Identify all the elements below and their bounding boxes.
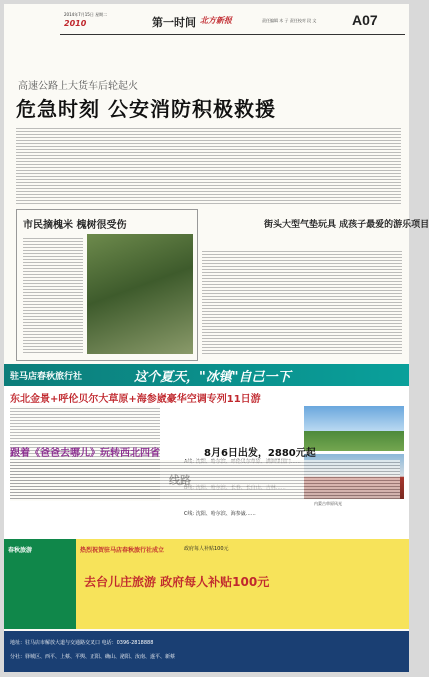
ad-photo-caption: 内蒙古草原风光	[314, 501, 342, 506]
ad-banner	[4, 364, 409, 386]
contact-bar	[4, 631, 409, 672]
promo-green-label: 春秋旅游	[8, 547, 33, 554]
promo-line-2: 政府每人补贴100元	[184, 546, 229, 552]
ad-northwest-text	[10, 460, 400, 500]
promo-line-1: 热烈祝贺驻马店春秋旅行社成立	[80, 547, 165, 554]
promo-green-badge	[4, 539, 76, 629]
ad-hero-slogan: 这个夏天，"冰镇"自己一下	[134, 370, 291, 385]
promo-big-headline: 去台儿庄旅游 政府每人补贴100元	[84, 575, 270, 589]
ad-tour-title: 东北金景+呼伦贝尔大草原+海参崴豪华空调专列11日游	[10, 394, 261, 405]
ad-photo-grassland	[304, 406, 404, 451]
paper-logo: 北方新报	[200, 16, 232, 25]
section-name: 第一时间	[152, 16, 196, 29]
contact-line-1: 地址：驻马店市解放大道与交通路交叉口 电话：0396-2818888	[10, 640, 154, 646]
feature-box-right-text	[202, 249, 402, 354]
article-headline: 危急时刻 公安消防积极救援	[16, 97, 276, 121]
issue-date: 2014年7月15日 星期二	[64, 12, 108, 17]
feature-box-title-right: 街头大型气垫玩具 成孩子最爱的游乐项目	[264, 220, 429, 230]
contact-line-2: 分社：驿城区、西平、上蔡、平舆、正阳、确山、泌阳、汝南、遂平、新蔡	[10, 654, 176, 660]
page-number: A07	[352, 12, 378, 28]
feature-box-left	[16, 209, 198, 361]
feature-box-text	[23, 236, 83, 354]
newspaper-page	[4, 4, 429, 672]
feature-box-right	[202, 209, 429, 359]
ad-brand: 驻马店春秋旅行社	[10, 372, 83, 382]
article-body-text	[16, 126, 401, 206]
editor-credits: 责任编辑 木 子 责任校对 段 文	[262, 18, 317, 23]
feature-box-title: 市民摘槐米 槐树很受伤	[23, 220, 127, 231]
ad-northwest-title: 跟着《爸爸去哪儿》玩转西北四省	[10, 448, 160, 459]
ad-northwest-price: 8月6日出发，2880元起	[204, 448, 316, 459]
photo-pagoda-tree	[87, 234, 193, 354]
ad-route-c: C线: 沈阳、哈尔滨、海参崴……	[184, 511, 256, 517]
article-subhead: 高速公路上大货车后轮起火	[18, 81, 138, 92]
promo-block	[4, 539, 409, 629]
issue-number: 2010	[64, 19, 87, 28]
masthead-rule	[60, 34, 405, 35]
